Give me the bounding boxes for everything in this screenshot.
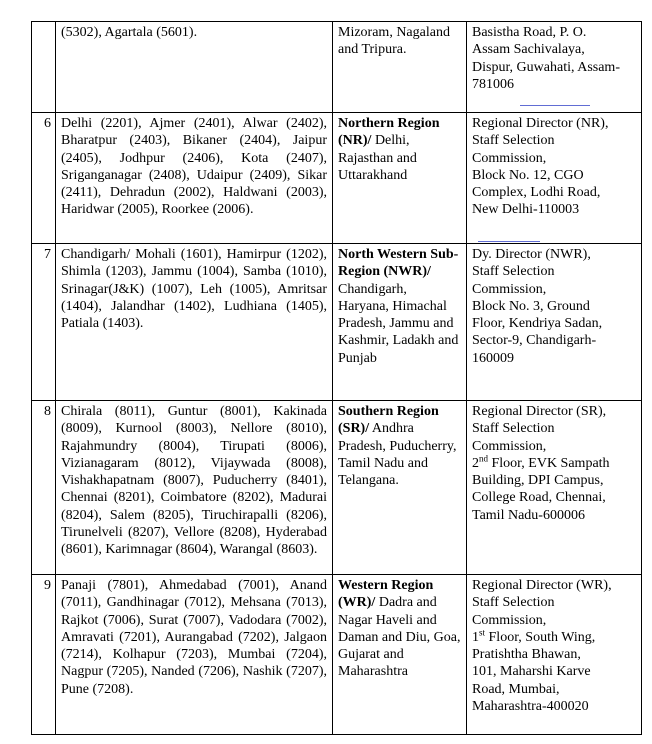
region-cell [333,113,467,244]
exam-centres: Panaji (7801), Ahmedabad (7001), Anand (7011), Gandhinagar (7012), Mehsana (7013), Rajkot (7006), Surat (7007), Vadodara (7002), Amravati (7201), Aurangabad (7202), Jalgaon (7214), Kolhapur (7203), Mumbai (7204), Nagpur (7205), Nanded (7206), Nashik (7207), Pune (7208). [56,575,333,735]
office-address [467,244,642,401]
region-name: North Western Sub-Region (NWR)/ [338,247,459,280]
address-line: Tamil Nadu-600006 [472,507,585,523]
address-line: Sector-9, Chandigarh- [472,333,597,349]
address-line: College Road, Chennai, [472,490,606,506]
address-line: Floor, Kendriya Sadan, [472,316,603,332]
address-line: Commission, [472,150,547,166]
address-line: 781006 [472,76,514,92]
serial-number: 8 [32,401,56,575]
region-states: Delhi, Rajasthan and Uttarakhand [338,133,417,183]
address-line: Block No. 12, CGO [472,167,584,183]
region-states: Chandigarh, Haryana, Himachal Pradesh, Jammu and Kashmir, Ladakh and Punjab [338,281,459,366]
table-row [32,575,642,735]
office-address [467,113,642,244]
table-row [32,244,642,401]
address-line: Building, DPI Campus, [472,473,604,489]
exam-centres: Delhi (2201), Ajmer (2401), Alwar (2402), Bharatpur (2403), Bikaner (2404), Jaipur (2405), Jodhpur (2406), Kota (2407), Sriganganagar (2408), Udaipur (2409), Sikar (2411), Dehradun (2002), Haldwani (2003), Haridwar (2005), Roorkee (2006). [56,113,333,244]
address-line: Road, Mumbai, [472,681,560,697]
address-line: Assam Sachivalaya, [472,42,585,58]
address-line: Staff Selection [472,421,555,437]
office-address [467,575,642,735]
region-name: Northern Region (NR)/ [338,116,440,149]
table-body [32,22,642,735]
ordinal-suffix: nd [479,453,488,464]
pen-mark [478,241,540,242]
region-cell [333,22,467,113]
region-name: Southern Region (SR)/ [338,404,439,437]
region-cell [333,244,467,401]
exam-centres: Chirala (8011), Guntur (8001), Kakinada (8009), Kurnool (8003), Nellore (8010), Rajahmundry (8004), Tirupati (8006), Vizianagaram (8012), Vijaywada (8008), Vishakhapatnam (8007), Puducherry (8401), Chennai (8201), Coimbatore (8202), Madurai (8204), Salem (8205), Tiruchirapalli (8206), Tirunelveli (8207), Vellore (8208), Hyderabad (8601), Karimnagar (8604), Warangal (8603). [56,401,333,575]
region-cell [333,575,467,735]
address-line: Commission, [472,438,547,454]
exam-centres: (5302), Agartala (5601). [56,22,333,113]
region-states: Mizoram, Nagaland and Tripura. [338,25,450,58]
address-line: New Delhi-110003 [472,202,580,218]
address-line: 1st Floor, South Wing, [472,627,596,645]
serial-number [32,22,56,113]
table-row [32,22,642,113]
pen-mark [520,105,590,106]
address-line: 160009 [472,350,514,366]
exam-centres: Chandigarh/ Mohali (1601), Hamirpur (1202), Shimla (1203), Jammu (1004), Samba (1010), Srinagar(J&K) (1007), Leh (1005), Amritsar (1404), Jalandhar (1402), Ludhiana (1405), Patiala (1403). [56,244,333,401]
region-states: Andhra Pradesh, Puducherry, Tamil Nadu and Telangana. [338,421,457,489]
address-line: Dy. Director (NWR), [472,247,591,262]
ordinal-suffix: st [479,627,486,638]
office-address [467,401,642,575]
table-row [32,401,642,575]
serial-number: 6 [32,113,56,244]
region-states: Dadra and Nagar Haveli and Daman and Diu, Goa, Gujarat and Maharashtra [338,595,461,680]
address-line: Regional Director (WR), [472,578,612,593]
address-line: 2nd Floor, EVK Sampath [472,453,610,471]
address-line: Complex, Lodhi Road, [472,185,601,201]
address-line: 101, Maharshi Karve [472,664,591,680]
address-line: Dispur, Guwahati, Assam- [472,59,620,75]
address-line: Regional Director (NR), [472,116,609,131]
serial-number: 9 [32,575,56,735]
region-name: Western Region (WR)/ [338,578,434,611]
address-line: Commission, [472,612,547,628]
address-line: Staff Selection [472,133,555,149]
address-line: Staff Selection [472,264,555,280]
address-line: Commission, [472,281,547,297]
table-row [32,113,642,244]
office-address [467,22,642,113]
address-line: Basistha Road, P. O. [472,25,587,40]
address-line: Regional Director (SR), [472,404,607,419]
address-line: Maharashtra-400020 [472,699,589,715]
serial-number: 7 [32,244,56,401]
region-cell [333,401,467,575]
address-line: Block No. 3, Ground [472,298,590,314]
regional-offices-table [31,21,642,735]
address-line: Staff Selection [472,595,555,611]
address-line: Pratishtha Bhawan, [472,647,581,663]
